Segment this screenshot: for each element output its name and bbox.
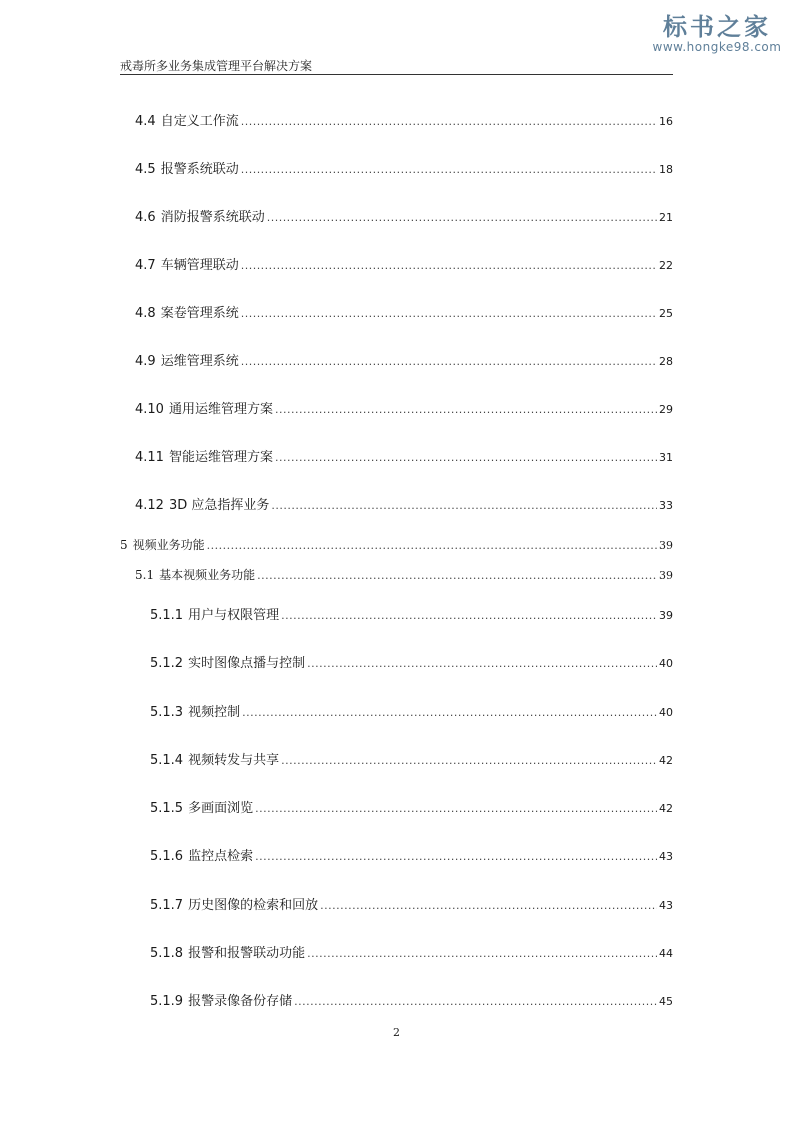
toc-entry-title: 通用运维管理方案 xyxy=(168,402,273,417)
toc-entry-number: 4.6 xyxy=(135,210,156,225)
toc-entry[interactable] xyxy=(150,701,673,720)
toc-entry-page: 42 xyxy=(659,802,673,815)
toc-entry-page: 33 xyxy=(659,499,673,512)
logo-url: www.hongke98.com xyxy=(652,40,782,54)
toc-entry-number: 5.1.9 xyxy=(150,994,184,1009)
toc-dot-leader xyxy=(207,539,657,552)
toc-entry[interactable] xyxy=(135,158,673,177)
toc-entry-title: 报警录像备份存储 xyxy=(188,994,293,1009)
toc-entry[interactable] xyxy=(150,749,673,768)
toc-entry-page: 42 xyxy=(659,754,673,767)
toc-entry-title: 基本视频业务功能 xyxy=(159,568,256,582)
toc-entry-title: 视频业务功能 xyxy=(132,538,205,552)
toc-entry-title: 车辆管理联动 xyxy=(160,258,239,273)
toc-entry-title: 视频转发与共享 xyxy=(188,753,280,768)
toc-entry-page: 22 xyxy=(659,259,673,272)
toc-entry[interactable] xyxy=(135,398,673,417)
toc-entry-title: 自定义工作流 xyxy=(160,114,239,129)
toc-entry-title: 用户与权限管理 xyxy=(188,608,280,623)
toc-entry-page: 39 xyxy=(659,539,673,552)
toc-entry-number: 5 xyxy=(120,538,128,552)
toc-entry-number: 5.1.6 xyxy=(150,849,184,864)
toc-entry-number: 4.4 xyxy=(135,114,156,129)
toc-entry[interactable] xyxy=(135,206,673,225)
toc-entry-number: 5.1.4 xyxy=(150,753,184,768)
toc-entry-number: 5.1.2 xyxy=(150,656,184,671)
toc-entry-number: 5.1.1 xyxy=(150,608,184,623)
toc-dot-leader xyxy=(281,754,657,767)
toc-entry-title: 视频控制 xyxy=(188,705,241,720)
toc-dot-leader xyxy=(307,657,657,670)
toc-dot-leader xyxy=(255,850,657,863)
toc-entry-page: 18 xyxy=(659,163,673,176)
toc-dot-leader xyxy=(271,499,657,512)
toc-dot-leader xyxy=(275,451,657,464)
toc-entry-page: 40 xyxy=(659,706,673,719)
toc-entry-number: 4.8 xyxy=(135,306,156,321)
toc-entry[interactable] xyxy=(150,942,673,961)
toc-entry-page: 39 xyxy=(659,609,673,622)
toc-entry-number: 4.10 xyxy=(135,402,164,417)
toc-entry[interactable] xyxy=(150,990,673,1009)
toc-entry-page: 43 xyxy=(659,899,673,912)
toc-dot-leader xyxy=(275,403,657,416)
header-divider xyxy=(120,74,673,75)
toc-entry[interactable] xyxy=(135,494,673,513)
toc-entry-number: 5.1.7 xyxy=(150,898,184,913)
toc-dot-leader xyxy=(267,211,657,224)
toc-entry[interactable] xyxy=(135,350,673,369)
document-header-title: 戒毒所多业务集成管理平台解决方案 xyxy=(120,59,313,73)
toc-entry[interactable] xyxy=(135,254,673,273)
toc-entry-page: 43 xyxy=(659,850,673,863)
toc-dot-leader xyxy=(241,307,657,320)
toc-entry-title: 多画面浏览 xyxy=(188,801,254,816)
toc-entry-number: 5.1.8 xyxy=(150,946,184,961)
toc-dot-leader xyxy=(241,163,657,176)
toc-entry-title: 智能运维管理方案 xyxy=(168,450,273,465)
toc-entry-page: 21 xyxy=(659,211,673,224)
toc-entry[interactable] xyxy=(120,536,673,553)
toc-entry-page: 45 xyxy=(659,995,673,1008)
toc-entry-page: 39 xyxy=(659,569,673,582)
toc-dot-leader xyxy=(255,802,657,815)
toc-dot-leader xyxy=(241,115,657,128)
toc-entry-title: 实时图像点播与控制 xyxy=(188,656,306,671)
toc-entry[interactable] xyxy=(135,446,673,465)
toc-entry[interactable] xyxy=(150,797,673,816)
toc-entry-title: 报警和报警联动功能 xyxy=(188,946,306,961)
toc-entry-page: 29 xyxy=(659,403,673,416)
toc-entry-number: 4.7 xyxy=(135,258,156,273)
toc-entry-number: 4.11 xyxy=(135,450,164,465)
toc-entry[interactable] xyxy=(135,302,673,321)
toc-entry-page: 16 xyxy=(659,115,673,128)
toc-entry-title: 监控点检索 xyxy=(188,849,254,864)
toc-entry-page: 31 xyxy=(659,451,673,464)
toc-dot-leader xyxy=(307,947,657,960)
logo-wordmark: 标书之家 xyxy=(663,13,771,41)
toc-entry[interactable] xyxy=(150,604,673,623)
toc-dot-leader xyxy=(257,569,657,582)
toc-entry-title: 案卷管理系统 xyxy=(160,306,239,321)
toc-entry-title: 运维管理系统 xyxy=(160,354,239,369)
toc-dot-leader xyxy=(294,995,657,1008)
toc-dot-leader xyxy=(320,899,657,912)
toc-entry-number: 4.5 xyxy=(135,162,156,177)
toc-entry-page: 44 xyxy=(659,947,673,960)
toc-entry-title: 报警系统联动 xyxy=(160,162,239,177)
toc-entry-number: 5.1.5 xyxy=(150,801,184,816)
toc-entry-title: 消防报警系统联动 xyxy=(160,210,265,225)
toc-entry-number: 5.1 xyxy=(135,568,155,582)
toc-dot-leader xyxy=(241,259,657,272)
toc-dot-leader xyxy=(241,355,657,368)
page-number: 2 xyxy=(393,1026,400,1039)
toc-dot-leader xyxy=(281,609,657,622)
toc-entry[interactable] xyxy=(135,566,673,583)
toc-entry[interactable] xyxy=(150,652,673,671)
toc-entry-title: 历史图像的检索和回放 xyxy=(188,898,319,913)
toc-entry[interactable] xyxy=(150,894,673,913)
toc-dot-leader xyxy=(242,706,657,719)
toc-entry-number: 4.12 xyxy=(135,498,164,513)
toc-entry-page: 40 xyxy=(659,657,673,670)
toc-entry-page: 28 xyxy=(659,355,673,368)
toc-entry-title: 3D 应急指挥业务 xyxy=(168,498,270,513)
toc-entry[interactable] xyxy=(150,845,673,864)
toc-entry-number: 4.9 xyxy=(135,354,156,369)
toc-entry[interactable] xyxy=(135,110,673,129)
watermark-logo xyxy=(652,14,782,54)
toc-entry-number: 5.1.3 xyxy=(150,705,184,720)
toc-entry-page: 25 xyxy=(659,307,673,320)
